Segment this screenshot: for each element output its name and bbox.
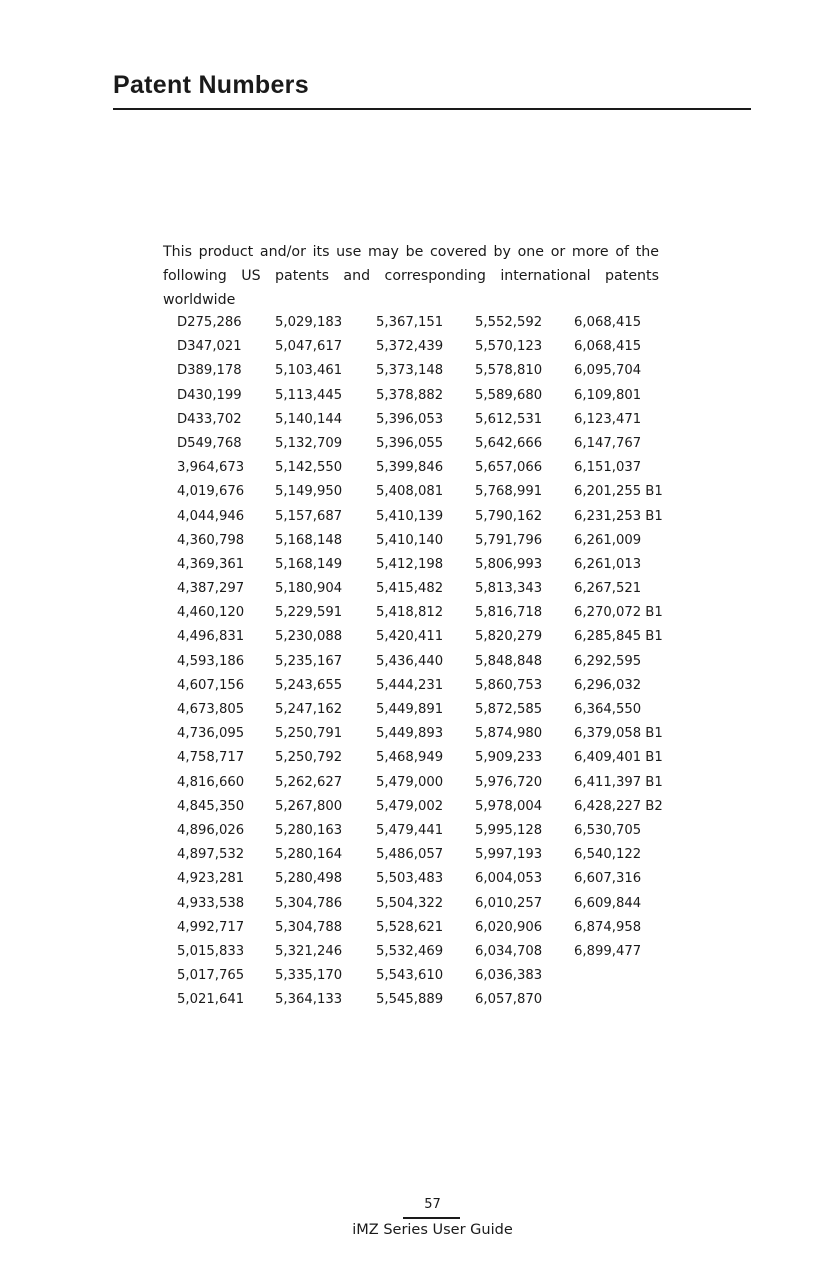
patent-number: 5,410,140 bbox=[376, 532, 444, 548]
patent-number: 5,017,765 bbox=[177, 968, 245, 984]
patent-number: 5,420,411 bbox=[376, 629, 444, 645]
patent-number: 6,270,072 B1 bbox=[574, 605, 663, 621]
patent-number: 4,593,186 bbox=[177, 653, 245, 669]
patent-number: 4,360,798 bbox=[177, 532, 245, 548]
patent-number: 6,379,058 B1 bbox=[574, 726, 663, 742]
patent-number: 6,409,401 B1 bbox=[574, 750, 663, 766]
patent-number: 4,369,361 bbox=[177, 556, 245, 572]
patent-number: 6,020,906 bbox=[475, 919, 543, 935]
patent-number: 5,142,550 bbox=[275, 460, 343, 476]
patent-number: 5,372,439 bbox=[376, 339, 444, 355]
footer-divider bbox=[403, 1217, 460, 1219]
patent-number: 5,860,753 bbox=[475, 677, 543, 693]
patent-number: 5,479,000 bbox=[376, 774, 444, 790]
patent-number: 6,540,122 bbox=[574, 847, 642, 863]
patent-number: 5,373,148 bbox=[376, 363, 444, 379]
patent-number: 5,247,162 bbox=[275, 702, 343, 717]
patent-number: 6,109,801 bbox=[574, 387, 642, 403]
patent-number: 4,897,532 bbox=[177, 847, 245, 863]
patent-number: 6,034,708 bbox=[475, 943, 543, 959]
patent-number: 6,201,255 B1 bbox=[574, 484, 663, 500]
patent-number: 6,036,383 bbox=[475, 968, 543, 984]
patent-number: 5,021,641 bbox=[177, 992, 245, 1008]
patent-number: 6,123,471 bbox=[574, 411, 642, 427]
patent-number: 5,304,786 bbox=[275, 895, 343, 911]
patent-number: 5,230,088 bbox=[275, 629, 343, 645]
patent-number: 5,378,882 bbox=[376, 387, 444, 403]
patent-number: 5,504,322 bbox=[376, 895, 444, 911]
patent-number: 6,296,032 bbox=[574, 677, 642, 693]
patent-number: 5,768,991 bbox=[475, 484, 543, 500]
patent-number: 5,848,848 bbox=[475, 653, 543, 669]
patent-number: 5,235,167 bbox=[275, 653, 343, 669]
patent-number: 5,813,343 bbox=[475, 581, 543, 597]
patent-number: 4,019,676 bbox=[177, 484, 245, 500]
patent-number: 6,004,053 bbox=[475, 871, 543, 887]
patent-number: 5,168,149 bbox=[275, 556, 343, 572]
page-title: Patent Numbers bbox=[113, 71, 309, 99]
patent-number: 4,673,805 bbox=[177, 702, 245, 717]
patent-number: 6,428,227 B2 bbox=[574, 798, 663, 814]
patent-number: 5,528,621 bbox=[376, 919, 444, 935]
patent-number: 5,157,687 bbox=[275, 508, 343, 524]
patent-number: D549,768 bbox=[177, 435, 242, 451]
patent-number: 5,250,791 bbox=[275, 726, 343, 742]
patent-number: 5,612,531 bbox=[475, 411, 543, 427]
patent-number: 5,790,162 bbox=[475, 508, 543, 524]
patent-number: 4,896,026 bbox=[177, 822, 245, 838]
patent-number: 4,923,281 bbox=[177, 871, 245, 887]
patent-number: 5,364,133 bbox=[275, 992, 343, 1008]
patent-number: 5,015,833 bbox=[177, 943, 245, 959]
patent-number: D347,021 bbox=[177, 339, 242, 355]
patent-column-5 bbox=[574, 312, 674, 965]
patent-number: 6,267,521 bbox=[574, 581, 642, 597]
patent-number: 5,791,796 bbox=[475, 532, 543, 548]
patent-number: 5,168,148 bbox=[275, 532, 343, 548]
patent-number: D275,286 bbox=[177, 315, 242, 330]
patent-number: 6,609,844 bbox=[574, 895, 642, 911]
patent-number: 5,408,081 bbox=[376, 484, 444, 500]
patent-number: 6,068,415 bbox=[574, 339, 642, 355]
patent-number: 6,151,037 bbox=[574, 460, 642, 476]
patent-number: 6,261,009 bbox=[574, 532, 642, 548]
patent-number: 5,486,057 bbox=[376, 847, 444, 863]
patent-number: 5,570,123 bbox=[475, 339, 543, 355]
patent-number: 5,872,585 bbox=[475, 702, 543, 717]
patent-number: 5,997,193 bbox=[475, 847, 543, 863]
patent-number: 5,280,163 bbox=[275, 822, 343, 838]
patent-number: 6,095,704 bbox=[574, 363, 642, 379]
patent-number: 6,530,705 bbox=[574, 822, 642, 838]
patent-number: 5,367,151 bbox=[376, 315, 444, 330]
patent-number: 6,231,253 B1 bbox=[574, 508, 663, 524]
patent-number: D433,702 bbox=[177, 411, 242, 427]
patent-number: 6,607,316 bbox=[574, 871, 642, 887]
patent-number: 6,364,550 bbox=[574, 702, 642, 717]
patent-number: 5,978,004 bbox=[475, 798, 543, 814]
patent-number: 5,399,846 bbox=[376, 460, 444, 476]
patent-number: 5,132,709 bbox=[275, 435, 343, 451]
patent-number: 4,933,538 bbox=[177, 895, 245, 911]
patent-column-4 bbox=[475, 312, 575, 1013]
patent-number: 6,411,397 B1 bbox=[574, 774, 663, 790]
patent-number: 4,460,120 bbox=[177, 605, 245, 621]
patent-number: 5,820,279 bbox=[475, 629, 543, 645]
patent-number: 5,909,233 bbox=[475, 750, 543, 766]
intro-paragraph: This product and/or its use may be covered by one or more of the following US patents and corresponding international patents worldwide bbox=[163, 244, 659, 308]
patent-number: 5,436,440 bbox=[376, 653, 444, 669]
patent-number: 5,335,170 bbox=[275, 968, 343, 984]
patent-number: 5,113,445 bbox=[275, 387, 343, 403]
patent-number: D430,199 bbox=[177, 387, 242, 403]
patent-number: 4,845,350 bbox=[177, 798, 245, 814]
patent-number: 4,758,717 bbox=[177, 750, 245, 766]
patent-number: 4,044,946 bbox=[177, 508, 245, 524]
patent-number: 4,736,095 bbox=[177, 726, 245, 742]
patent-number: 6,010,257 bbox=[475, 895, 543, 911]
guide-title: iMZ Series User Guide bbox=[352, 1222, 513, 1238]
patent-number: 5,047,617 bbox=[275, 339, 343, 355]
patent-number: 4,992,717 bbox=[177, 919, 245, 935]
patent-number: 4,387,297 bbox=[177, 581, 245, 597]
patent-number: 5,657,066 bbox=[475, 460, 543, 476]
patent-number: 6,057,870 bbox=[475, 992, 543, 1008]
patent-number: 5,995,128 bbox=[475, 822, 543, 838]
patent-number: 5,140,144 bbox=[275, 411, 343, 427]
patent-number: 5,578,810 bbox=[475, 363, 543, 379]
patent-number: 5,532,469 bbox=[376, 943, 444, 959]
patent-number: 5,149,950 bbox=[275, 484, 343, 500]
patent-number: 5,280,498 bbox=[275, 871, 343, 887]
patent-number: 5,444,231 bbox=[376, 677, 444, 693]
patent-number: 4,607,156 bbox=[177, 677, 245, 693]
patent-number: 5,321,246 bbox=[275, 943, 343, 959]
patent-number: 6,292,595 bbox=[574, 653, 642, 669]
patent-number-grid bbox=[177, 312, 677, 1012]
patent-number: 5,396,053 bbox=[376, 411, 444, 427]
patent-number: 5,816,718 bbox=[475, 605, 543, 621]
patent-number: 5,280,164 bbox=[275, 847, 343, 863]
patent-number: 5,552,592 bbox=[475, 315, 543, 330]
patent-number: 5,418,812 bbox=[376, 605, 444, 621]
patent-number: 5,304,788 bbox=[275, 919, 343, 935]
patent-number: 5,449,893 bbox=[376, 726, 444, 742]
patent-number: 5,642,666 bbox=[475, 435, 543, 451]
page-number: 57 bbox=[424, 1197, 441, 1212]
patent-number: 5,545,889 bbox=[376, 992, 444, 1008]
patent-column-3 bbox=[376, 312, 476, 1013]
patent-number: 5,267,800 bbox=[275, 798, 343, 814]
patent-number: 6,147,767 bbox=[574, 435, 642, 451]
patent-number: 5,029,183 bbox=[275, 315, 343, 330]
patent-number: 5,806,993 bbox=[475, 556, 543, 572]
patent-number: 5,503,483 bbox=[376, 871, 444, 887]
patent-number: 5,976,720 bbox=[475, 774, 543, 790]
patent-number: D389,178 bbox=[177, 363, 242, 379]
patent-number: 5,229,591 bbox=[275, 605, 343, 621]
patent-column-2 bbox=[275, 312, 375, 1013]
patent-number: 5,468,949 bbox=[376, 750, 444, 766]
patent-number: 5,103,461 bbox=[275, 363, 343, 379]
patent-number: 5,250,792 bbox=[275, 750, 343, 766]
patent-number: 4,816,660 bbox=[177, 774, 245, 790]
patent-number: 3,964,673 bbox=[177, 460, 245, 476]
patent-number: 4,496,831 bbox=[177, 629, 245, 645]
patent-column-1 bbox=[177, 312, 277, 1013]
patent-number: 5,415,482 bbox=[376, 581, 444, 597]
patent-number: 5,543,610 bbox=[376, 968, 444, 984]
patent-number: 6,874,958 bbox=[574, 919, 642, 935]
title-divider bbox=[113, 108, 751, 110]
patent-number: 5,396,055 bbox=[376, 435, 444, 451]
patent-number: 5,589,680 bbox=[475, 387, 543, 403]
patent-number: 5,410,139 bbox=[376, 508, 444, 524]
patent-number: 5,479,441 bbox=[376, 822, 444, 838]
patent-number: 5,449,891 bbox=[376, 702, 444, 717]
patent-number: 6,068,415 bbox=[574, 315, 642, 330]
patent-number: 5,479,002 bbox=[376, 798, 444, 814]
patent-number: 5,874,980 bbox=[475, 726, 543, 742]
patent-number: 5,262,627 bbox=[275, 774, 343, 790]
patent-number: 6,899,477 bbox=[574, 943, 642, 959]
patent-number: 6,285,845 B1 bbox=[574, 629, 663, 645]
patent-number: 5,180,904 bbox=[275, 581, 343, 597]
patent-number: 5,243,655 bbox=[275, 677, 343, 693]
patent-number: 5,412,198 bbox=[376, 556, 444, 572]
patent-number: 6,261,013 bbox=[574, 556, 642, 572]
